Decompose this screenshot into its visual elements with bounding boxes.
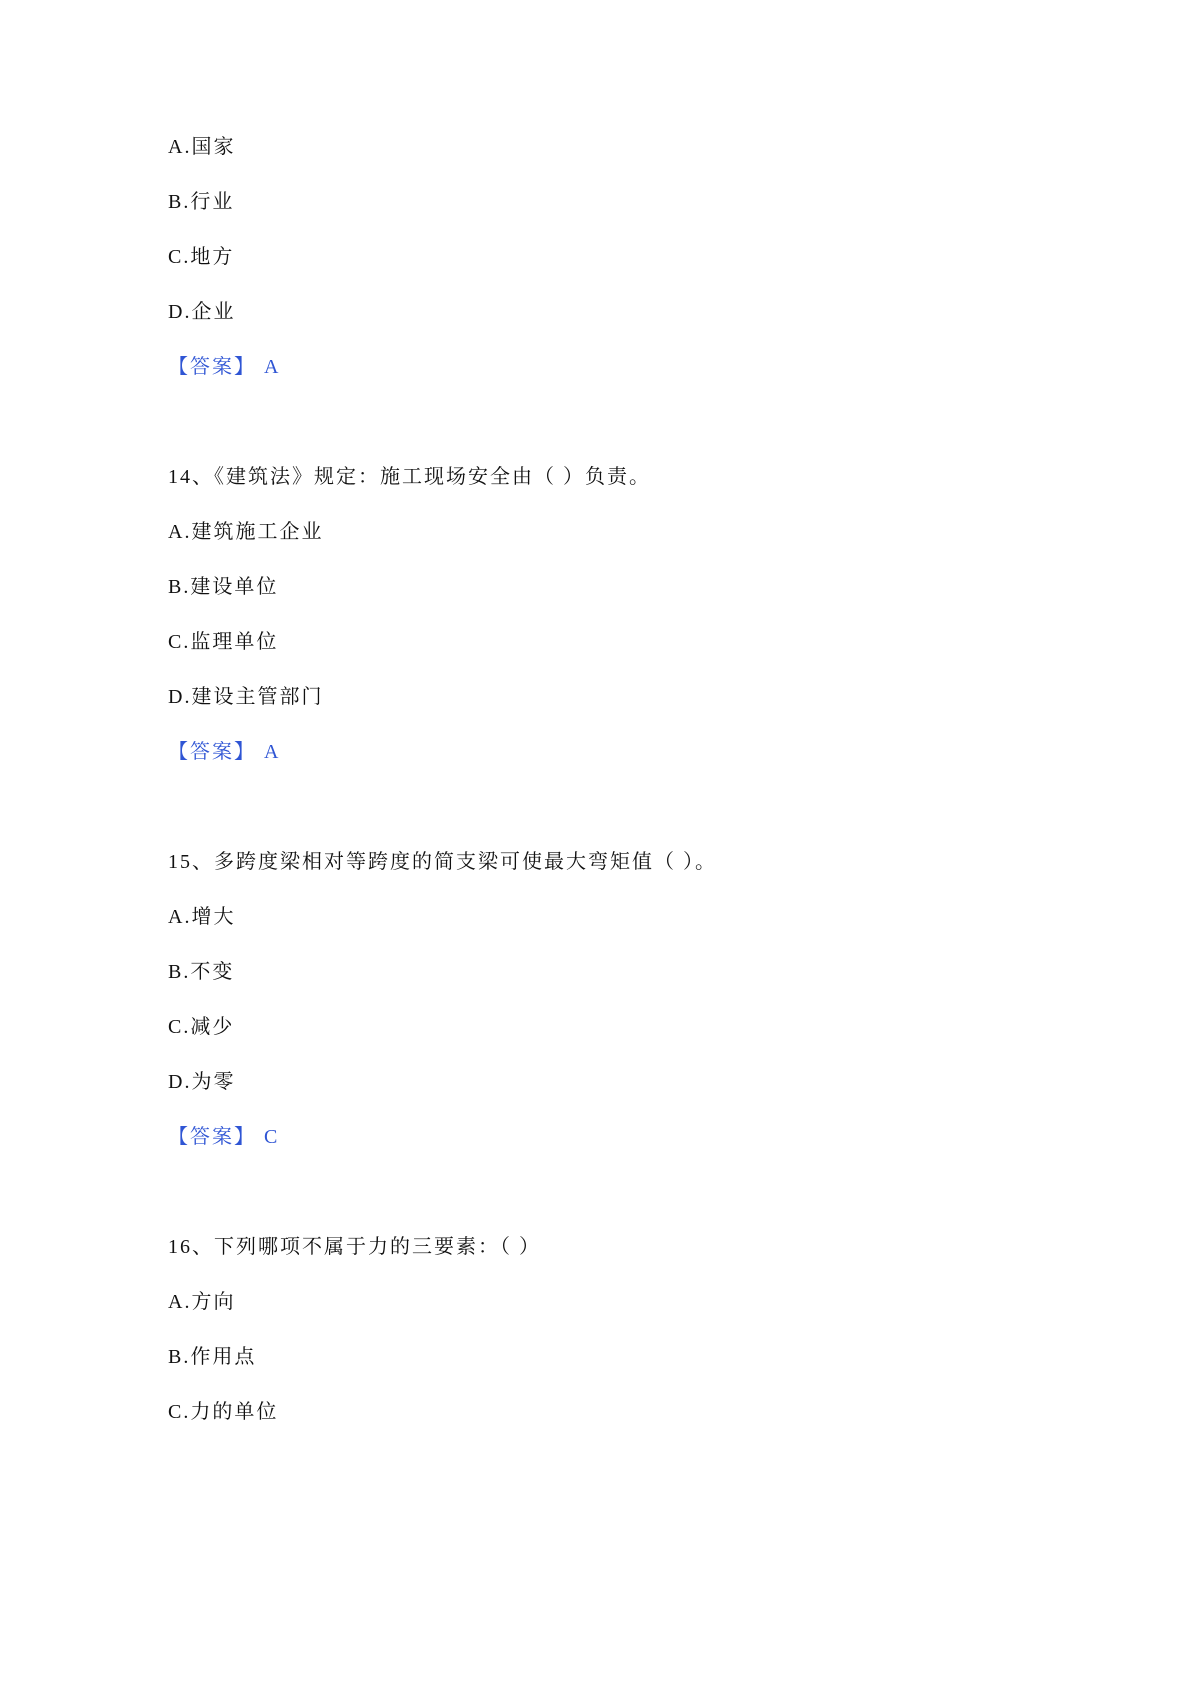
- option-d: D.为零: [168, 1071, 236, 1093]
- option-c: C.减少: [168, 1016, 235, 1038]
- question-block-15: [168, 835, 1191, 1165]
- option-a: A.国家: [168, 136, 236, 158]
- answer-label: 【答案】: [168, 356, 256, 378]
- option-b: B.行业: [168, 191, 235, 213]
- option-c: C.力的单位: [168, 1401, 279, 1423]
- option-a: A.增大: [168, 906, 236, 928]
- option-c: C.监理单位: [168, 631, 279, 653]
- answer-value: A: [264, 741, 281, 763]
- option-c: C.地方: [168, 246, 235, 268]
- option-d: D.建设主管部门: [168, 686, 324, 708]
- answer-line: [168, 340, 1191, 395]
- option-b: B.作用点: [168, 1346, 257, 1368]
- option-b: B.建设单位: [168, 576, 279, 598]
- answer-label: 【答案】: [168, 741, 256, 763]
- option-a: A.方向: [168, 1291, 236, 1313]
- question-block-14: [168, 450, 1191, 780]
- answer-line: [168, 725, 1191, 780]
- answer-value: C: [264, 1126, 280, 1148]
- option-a: A.建筑施工企业: [168, 521, 324, 543]
- option-b: B.不变: [168, 961, 235, 983]
- answer-label: 【答案】: [168, 1126, 256, 1148]
- answer-line: [168, 1110, 1191, 1165]
- option-d: D.企业: [168, 301, 236, 323]
- question-block-16: [168, 1220, 1191, 1440]
- question-stem: 14、《建筑法》规定：施工现场安全由（ ）负责。: [168, 466, 651, 488]
- question-stem: 16、下列哪项不属于力的三要素：（ ）: [168, 1236, 541, 1258]
- question-block-13: [168, 120, 1191, 395]
- question-stem: 15、多跨度梁相对等跨度的简支梁可使最大弯矩值（ ）。: [168, 851, 717, 873]
- answer-value: A: [264, 356, 281, 378]
